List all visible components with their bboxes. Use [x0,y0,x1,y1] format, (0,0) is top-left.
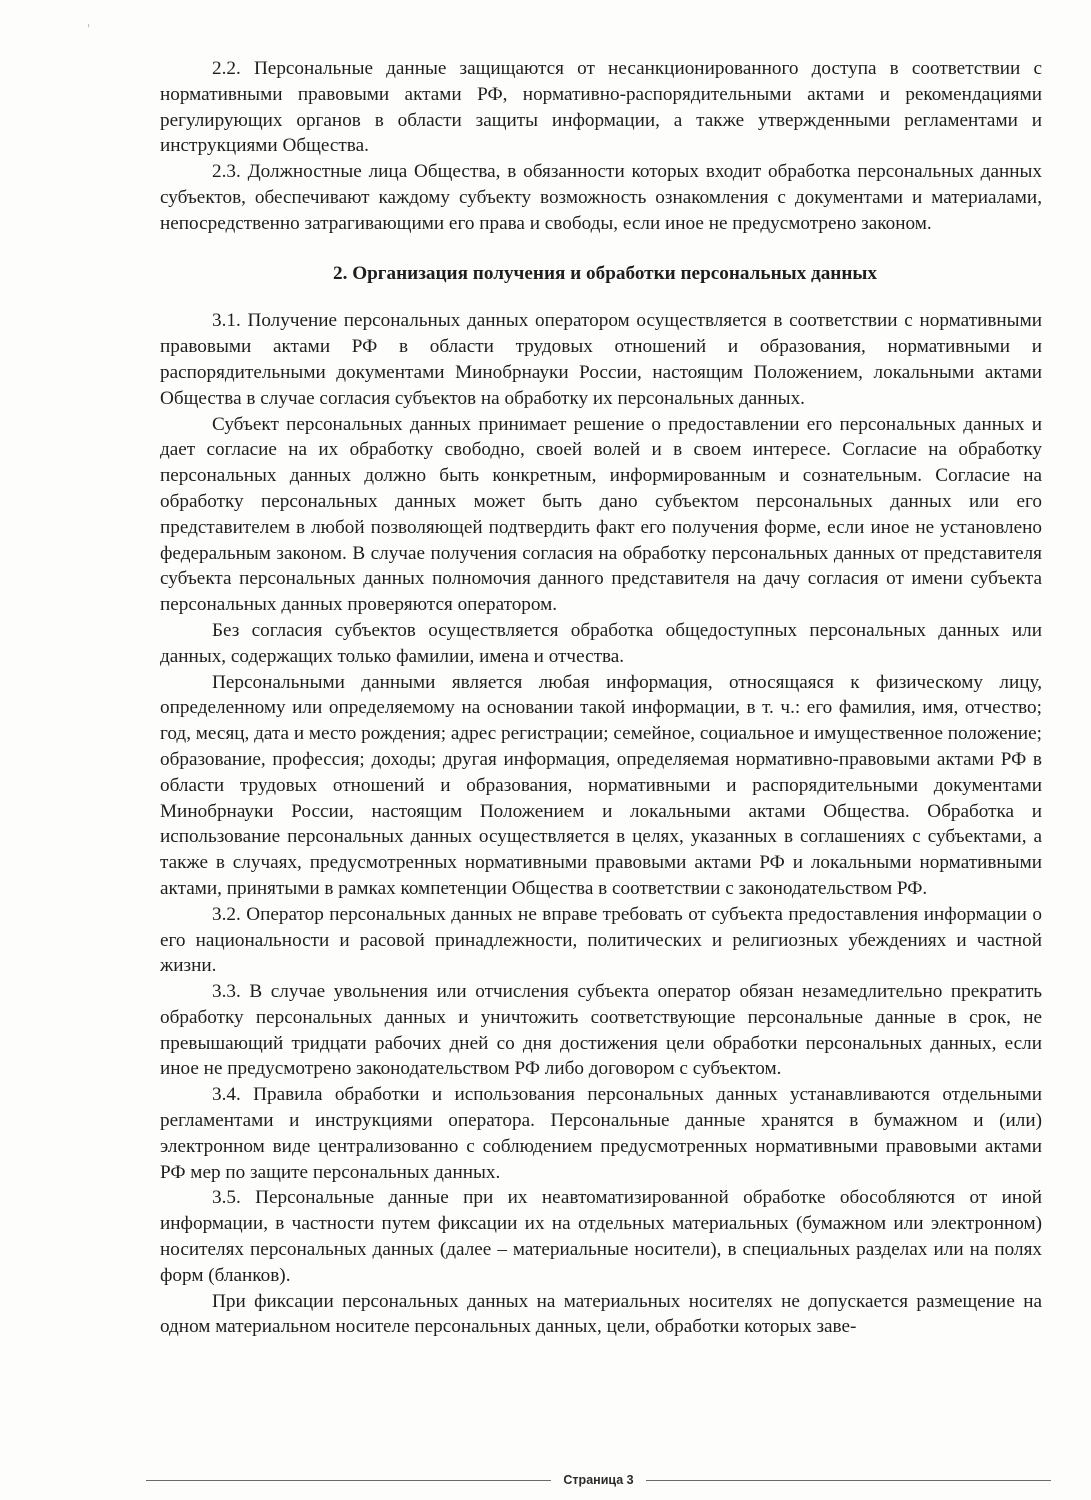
paragraph-3-4: 3.4. Правила обработки и использования персональных данных устанавливаются отдельными регламентами и инструкциями оператора. Персональные данные хранятся в бумажном и (или) электронном виде централизованно с соблюдением предусмотренных нормативными правовыми актами РФ мер по защите персональных данных. [160,1084,1042,1183]
paragraph-no-consent: Без согласия субъектов осуществляется обработка общедоступных персональных данных или данных, содержащих только фамилии, имена и отчества. [160,619,1042,667]
section-heading: 2. Организация получения и обработки персональных данных [333,262,877,284]
document-body [160,56,1042,1340]
paragraph-2-2: 2.2. Персональные данные защищаются от несанкционированного доступа в соответствии с нормативными правовыми актами РФ, нормативно-распорядительными актами и рекомендациями регулирующих органов в области защиты информации, а также утвержденными регламентами и инструкциями Общества. [160,58,1042,157]
scan-speck: ⸯ [86,26,92,36]
paragraph-3-1: 3.1. Получение персональных данных оператором осуществляется в соответствии с нормативными правовыми актами РФ в области трудовых отношений и образования, нормативными и распорядительными документами Минобрнауки России, настоящим Положением, локальными актами Общества в случае согласия субъектов на обработку их персональных данных. [160,310,1042,409]
page-footer [146,1470,1051,1490]
page-number: Страница 3 [563,1473,634,1487]
footer-rule-left [146,1480,551,1481]
paragraph-2-3: 2.3. Должностные лица Общества, в обязанности которых входит обработка персональных данных субъектов, обеспечивают каждому субъекту возможность ознакомления с документами и материалами, непосредственно затрагивающими его права и свободы, если иное не предусмотрено законом. [160,161,1042,234]
paragraph-3-3: 3.3. В случае увольнения или отчисления субъекта оператор обязан незамедлительно прекратить обработку персональных данных и уничтожить соответствующие персональные данные в срок, не превышающий тридцати рабочих дней со дня достижения цели обработки персональных данных, если иное не предусмотрено законодательством РФ либо договором с субъектом. [160,981,1042,1080]
paragraph-fixation: При фиксации персональных данных на материальных носителях не допускается размещение на одном материальном носителе персональных данных, цели, обработки которых заве- [160,1290,1042,1338]
footer-rule-right [646,1480,1051,1481]
paragraph-3-5: 3.5. Персональные данные при их неавтоматизированной обработке обособляются от иной информации, в частности путем фиксации их на отдельных материальных (бумажном или электронном) носителях персональных данных (далее – материальные носители), в специальных разделах или на полях форм (бланков). [160,1187,1042,1286]
paragraph-definition: Персональными данными является любая информация, относящаяся к физическому лицу, определенному или определяемому на основании такой информации, в т. ч.: его фамилия, имя, отчество; год, месяц, дата и место рождения; адрес регистрации; семейное, социальное и имущественное положение; образование, профессия; доходы; другая информация, определяемая нормативно-правовыми актами РФ в области трудовых отношений и образования, нормативными и распорядительными документами Минобрнауки России, настоящим Положением и локальными актами Общества. Обработка и использование персональных данных осуществляется в целях, указанных в соглашениях с субъектами, а также в случаях, предусмотренных нормативными правовыми актами РФ и локальными нормативными актами, принятыми в рамках компетенции Общества в соответствии с законодательством РФ. [160,671,1042,899]
paragraph-consent: Субъект персональных данных принимает решение о предоставлении его персональных данных и дает согласие на их обработку свободно, своей волей и в своем интересе. Согласие на обработку персональных данных должно быть конкретным, информированным и сознательным. Согласие на обработку персональных данных может быть дано субъектом персональных данных или его представителем в любой позволяющей подтвердить факт его получения форме, если иное не установлено федеральным законом. В случае получения согласия на обработку персональных данных от представителя субъекта персональных данных полномочия данного представителя на дачу согласия от имени субъекта персональных данных проверяются оператором. [160,413,1042,616]
paragraph-3-2: 3.2. Оператор персональных данных не вправе требовать от субъекта предоставления информации о его национальности и расовой принадлежности, политических и религиозных убеждениях и частной жизни. [160,903,1042,977]
